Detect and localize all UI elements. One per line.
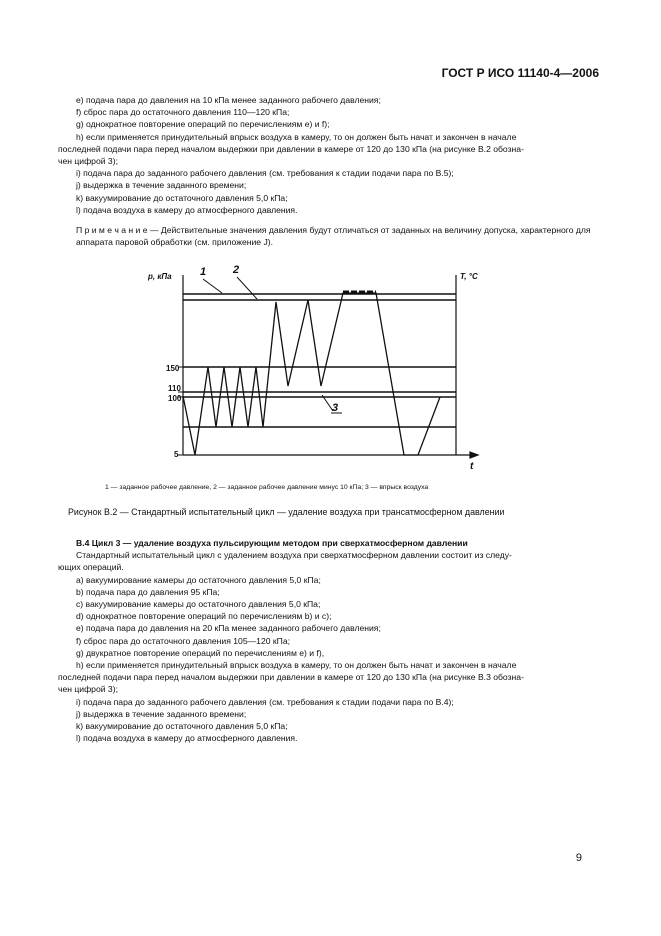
list-item-continuation: чен цифрой 3); <box>58 156 118 167</box>
list-item: h) если применяется принудительный впрыск воздуха в камеру, то он должен быть начат и закончен в начале <box>76 660 517 671</box>
leader-2 <box>237 277 257 299</box>
section-b4 <box>58 537 610 744</box>
figure-legend: 1 — заданное рабочее давление, 2 — заданное рабочее давление минус 10 кПа; 3 — впрыск воздуха <box>105 484 429 491</box>
section-title: В.4 Цикл 3 — удаление воздуха пульсирующим методом при сверхатмосферном давлении <box>76 538 468 548</box>
page-number: 9 <box>575 852 582 864</box>
y-axis-label: p, кПа <box>148 272 172 281</box>
tick-label-100: 100 <box>168 394 182 403</box>
list-item: f) сброс пара до остаточного давления 110—120 кПа; <box>76 107 290 118</box>
list-item: b) подача пара до давления 95 кПа; <box>76 586 220 597</box>
list-item-continuation: чен цифрой 3); <box>58 684 118 695</box>
section-intro: Стандартный испытательный цикл с удалением воздуха при сверхатмосферном давлении состоит из следу- <box>76 550 512 561</box>
note-text: П р и м е ч а н и е — Действительные значения давления будут отличаться от заданных на величину допуска, характерного для аппарата паровой обработки (см. приложение J). <box>76 225 591 248</box>
tick-label-5: 5 <box>174 450 179 459</box>
y2-axis-label: T, °C <box>460 272 478 281</box>
leader-1 <box>203 279 222 293</box>
figure-caption: Рисунок В.2 — Стандартный испытательный цикл — удаление воздуха при трансатмосферном давлении <box>68 507 505 517</box>
x-axis-label: t <box>470 461 474 472</box>
list-item: g) двукратное повторение операций по перечислениям e) и f), <box>76 647 325 658</box>
x-axis-arrow <box>470 452 478 458</box>
list-item: j) выдержка в течение заданного времени; <box>76 708 247 719</box>
steps-list-cycle-2 <box>58 94 610 216</box>
figure-b2-chart <box>0 255 661 485</box>
list-item: e) подача пара до давления на 10 кПа менее заданного рабочего давления; <box>76 95 381 105</box>
curve-marker-1: 1 <box>200 266 207 278</box>
section-intro-continuation: ющих операций. <box>58 562 124 573</box>
list-item: k) вакуумирование до остаточного давления 5,0 кПа; <box>76 192 288 203</box>
note-paragraph <box>58 224 610 248</box>
curve-marker-3: 3 <box>332 402 339 414</box>
curve-marker-2: 2 <box>233 264 240 276</box>
document-code-header: ГОСТ Р ИСО 11140-4—2006 <box>441 66 599 80</box>
list-item: k) вакуумирование до остаточного давления 5,0 кПа; <box>76 721 288 732</box>
list-item: i) подача пара до заданного рабочего давления (см. требования к стадии подачи пара по В.5); <box>76 168 454 179</box>
pressure-curve <box>183 293 440 455</box>
list-item: c) вакуумирование камеры до остаточного давления 5,0 кПа; <box>76 599 321 610</box>
tick-label-150: 150 <box>166 364 180 373</box>
list-item: d) однократное повторение операций по перечислениям b) и c); <box>76 611 332 622</box>
list-item: l) подача воздуха в камеру до атмосферного давления. <box>76 733 298 744</box>
list-item: a) вакуумирование камеры до остаточного давления 5,0 кПа; <box>76 574 321 585</box>
tick-label-110: 110 <box>168 384 181 393</box>
list-item: f) сброс пара до остаточного давления 105—120 кПа; <box>76 635 291 646</box>
list-item: g) однократное повторение операций по перечислениям e) и f); <box>76 119 330 130</box>
list-item: e) подача пара до давления на 20 кПа менее заданного рабочего давления; <box>76 623 381 634</box>
list-item: j) выдержка в течение заданного времени; <box>76 180 247 191</box>
list-item: l) подача воздуха в камеру до атмосферного давления. <box>76 204 298 215</box>
list-item-continuation: последней подачи пара перед началом выдержки при давлении в камере от 120 до 130 кПа (на рисунке В.3 обозна- <box>58 672 524 683</box>
list-item-continuation: последней подачи пара перед началом выдержки при давлении в камере от 120 до 130 кПа (на рисунке В.2 обозна- <box>58 143 524 154</box>
list-item: i) подача пара до заданного рабочего давления (см. требования к стадии подачи пара по В.4); <box>76 696 454 707</box>
list-item: h) если применяется принудительный впрыск воздуха в камеру, то он должен быть начат и закончен в начале <box>76 131 517 142</box>
